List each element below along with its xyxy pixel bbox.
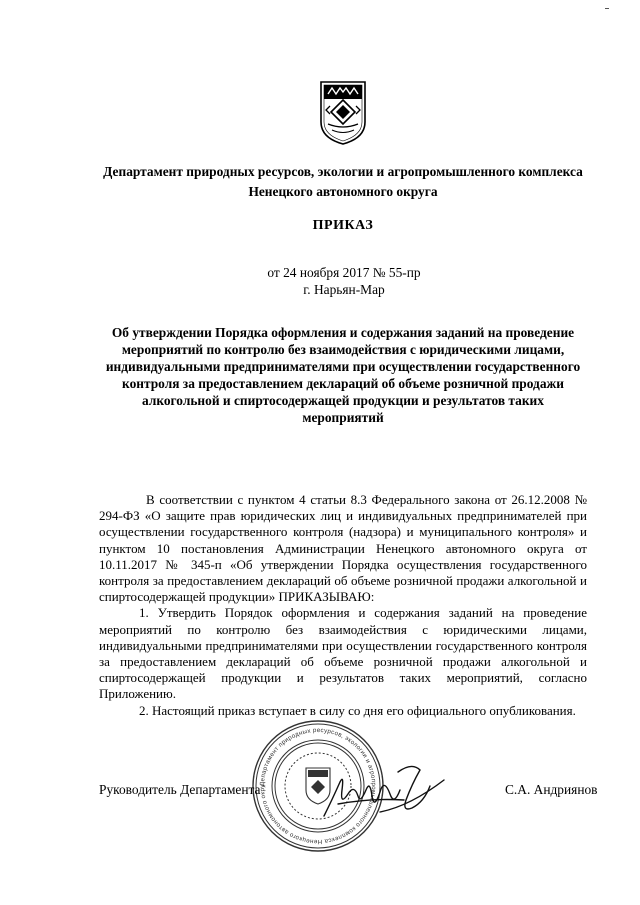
signer-name: С.А. Андриянов [505, 782, 598, 797]
document-type: ПРИКАЗ [312, 218, 374, 233]
order-date-number: от 24 ноября 2017 № 55-пр [267, 265, 421, 280]
date-and-place [200, 264, 488, 298]
item-2-paragraph: 2. Настоящий приказ вступает в силу со дня его официального опубликования. [139, 702, 576, 718]
item-1-paragraph: 1. Утвердить Порядок оформления и содержания заданий на проведение мероприятий по контролю без взаимодействия с юридическими лицами, индивидуальными предпринимателями при осуществлении государственного контроля за предоставлением деклараций об объеме розничной продажи алкогольной и спиртосодержащей продукции и результатов таких мероприятий, согласно Приложению. [99, 605, 587, 702]
preamble-paragraph: В соответствии с пунктом 4 статьи 8.3 Федерального закона от 26.12.2008 № 294-ФЗ «О защите прав юридических лиц и индивидуальных предпринимателей при осуществлении государственного контроля (надзора) и муниципального контроля» и пунктом 10 постановления Администрации Ненецкого автономного округа от 10.11.2017 № 345-п «Об утверждении Порядка осуществления государственного контроля за предоставлением деклараций об объеме розничной продажи алкогольной и спиртосодержащей продукции» ПРИКАЗЫВАЮ: [99, 492, 587, 605]
scan-mark [604, 6, 610, 12]
stamp-ring-text: Департамент природных ресурсов, экологии и агропромышленного комплекса Ненецкого автономного окру [258, 726, 378, 846]
department-name: Департамент природных ресурсов, экологии и агропромышленного комплекса Ненецкого автономного округа [103, 164, 583, 199]
signer-title: Руководитель Департамента [99, 782, 261, 797]
order-body [99, 492, 587, 719]
order-subject: Об утверждении Порядка оформления и содержания заданий на проведение мероприятий по контролю без взаимодействия с юридическими лицами, индивидуальными предпринимателями при осуществлении государственного контроля за предоставлением деклараций об объеме розничной продажи алкогольной и спиртосодержащей продукции и результатов таких мероприятий [105, 325, 581, 425]
order-city: г. Нарьян-Мар [303, 282, 385, 297]
handwritten-signature [320, 760, 450, 826]
coat-of-arms-icon [318, 80, 368, 146]
